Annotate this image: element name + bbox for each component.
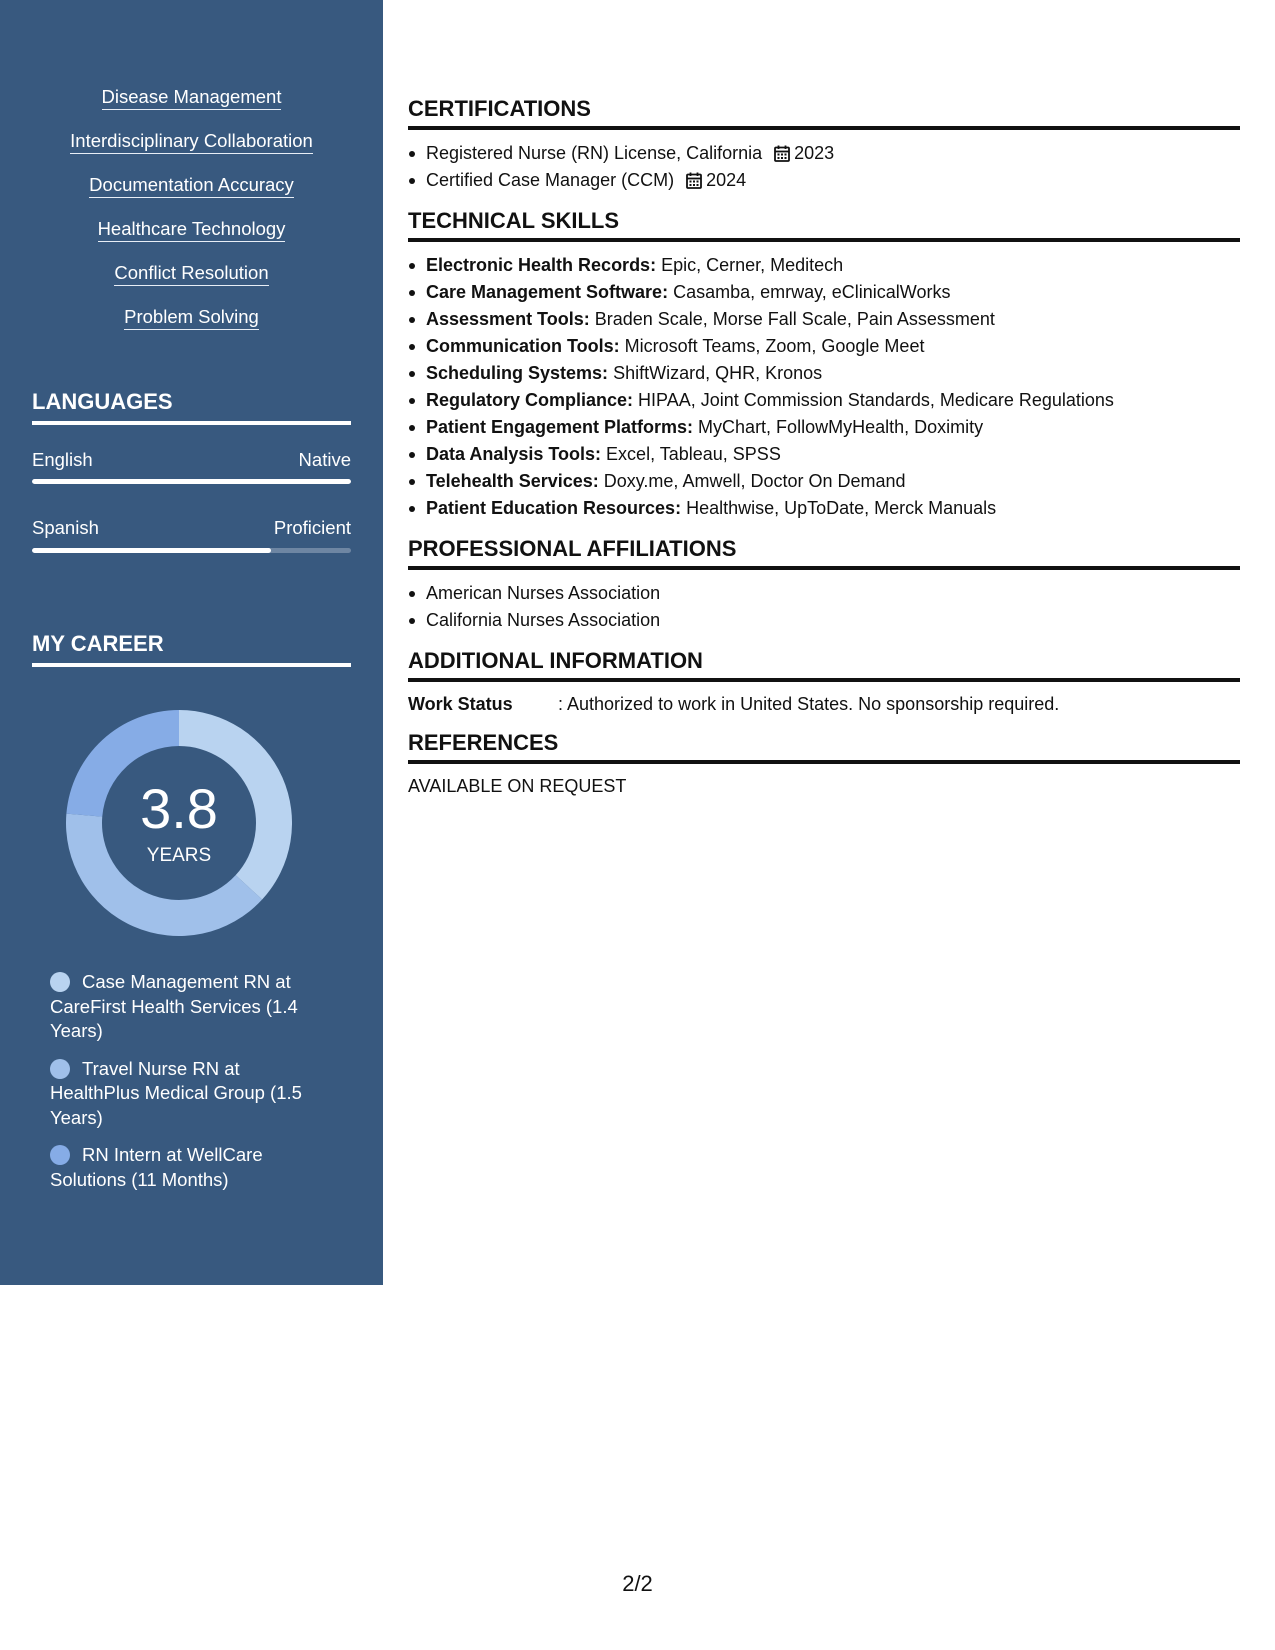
career-legend-text: Travel Nurse RN at HealthPlus Medical Group (1.5 Years): [50, 1057, 302, 1128]
tech-skill-label: Regulatory Compliance:: [426, 390, 634, 410]
tech-skill-item: [408, 306, 1240, 333]
tech-skill-label: Assessment Tools:: [426, 309, 590, 329]
career-legend: [50, 970, 318, 1205]
legend-dot: [50, 972, 70, 992]
affiliation-item: American Nurses Association: [408, 580, 1240, 607]
language-row-spanish: [32, 517, 351, 539]
tech-skill-item: [408, 441, 1240, 468]
tech-skill-label: Care Management Software:: [426, 282, 669, 302]
references-text: AVAILABLE ON REQUEST: [408, 776, 627, 796]
calendar-icon: [774, 145, 790, 162]
tech-skill-label: Patient Education Resources:: [426, 498, 682, 518]
career-legend-text: RN Intern at WellCare Solutions (11 Months): [50, 1144, 263, 1190]
language-level: Proficient: [273, 517, 351, 538]
language-bar-spanish: [32, 548, 351, 553]
tech-skill-value: Epic, Cerner, Meditech: [656, 255, 844, 275]
languages-heading: LANGUAGES: [32, 388, 351, 425]
work-status-row: [408, 692, 1240, 716]
references-section: [408, 729, 1240, 798]
certification-name: Certified Case Manager (CCM): [426, 170, 675, 190]
tech-skill-item: [408, 360, 1240, 387]
tech-skill-value: Braden Scale, Morse Fall Scale, Pain Assessment: [589, 309, 995, 329]
certification-item: [408, 167, 1240, 194]
tech-skill-item: [408, 279, 1240, 306]
language-level: Native: [298, 449, 351, 470]
tech-skill-label: Communication Tools:: [426, 336, 620, 356]
legend-dot: [50, 1145, 70, 1165]
tech-skill-item: [408, 252, 1240, 279]
language-name: Spanish: [32, 517, 99, 538]
certification-year: 2023: [794, 143, 835, 163]
language-row-english: [32, 449, 351, 471]
language-bar-fill: [32, 548, 271, 553]
tech-skill-value: ShiftWizard, QHR, Kronos: [608, 363, 823, 383]
skill-link[interactable]: Conflict Resolution: [114, 262, 268, 286]
skill-link[interactable]: Disease Management: [102, 86, 282, 110]
technical-skills-list: [408, 252, 1240, 522]
section-title: ADDITIONAL INFORMATION: [408, 647, 1240, 682]
career-legend-item: [50, 970, 318, 1044]
tech-skill-item: [408, 468, 1240, 495]
tech-skill-value: HIPAA, Joint Commission Standards, Medicare Regulations: [633, 390, 1114, 410]
language-bar-english: [32, 479, 351, 484]
certifications-section: [408, 95, 1240, 194]
language-bar-fill: [32, 479, 351, 484]
tech-skill-value: Excel, Tableau, SPSS: [601, 444, 781, 464]
affiliation-item: California Nurses Association: [408, 607, 1240, 634]
tech-skill-value: MyChart, FollowMyHealth, Doximity: [693, 417, 984, 437]
tech-skill-item: [408, 333, 1240, 360]
certification-item: [408, 140, 1240, 167]
skill-link[interactable]: Documentation Accuracy: [89, 174, 294, 198]
legend-dot: [50, 1059, 70, 1079]
career-heading: MY CAREER: [32, 630, 351, 667]
tech-skill-value: Casamba, emrway, eClinicalWorks: [668, 282, 951, 302]
tech-skill-value: Healthwise, UpToDate, Merck Manuals: [681, 498, 997, 518]
page-number: 2/2: [622, 1571, 653, 1596]
section-title: TECHNICAL SKILLS: [408, 207, 1240, 242]
affiliations-list: [408, 580, 1240, 634]
language-name: English: [32, 449, 93, 470]
skills-list: [0, 86, 383, 350]
tech-skill-value: Microsoft Teams, Zoom, Google Meet: [619, 336, 925, 356]
certification-year: 2024: [706, 170, 747, 190]
work-status-label: Work Status: [408, 694, 513, 714]
career-legend-text: Case Management RN at CareFirst Health Services (1.4 Years): [50, 971, 298, 1041]
technical-skills-section: [408, 207, 1240, 522]
affiliations-section: [408, 535, 1240, 634]
tech-skill-label: Electronic Health Records:: [426, 255, 657, 275]
career-total-unit: YEARS: [146, 845, 212, 866]
certifications-list: [408, 140, 1240, 194]
tech-skill-label: Telehealth Services:: [426, 471, 599, 491]
tech-skill-item: [408, 495, 1240, 522]
tech-skill-item: [408, 414, 1240, 441]
certification-name: Registered Nurse (RN) License, California: [426, 143, 763, 163]
tech-skill-item: [408, 387, 1240, 414]
tech-skill-label: Patient Engagement Platforms:: [426, 417, 694, 437]
section-title: CERTIFICATIONS: [408, 95, 1240, 130]
career-legend-item: [50, 1143, 318, 1192]
section-title: REFERENCES: [408, 729, 1240, 764]
tech-skill-value: Doxy.me, Amwell, Doctor On Demand: [598, 471, 906, 491]
calendar-icon: [686, 172, 702, 189]
additional-info-section: [408, 647, 1240, 716]
main-content: [408, 95, 1240, 811]
skill-link[interactable]: Problem Solving: [124, 306, 259, 330]
career-legend-item: [50, 1057, 318, 1131]
career-total-value: 3.8: [140, 777, 218, 840]
tech-skill-label: Scheduling Systems:: [426, 363, 609, 383]
tech-skill-label: Data Analysis Tools:: [426, 444, 602, 464]
skill-link[interactable]: Healthcare Technology: [98, 218, 286, 242]
sidebar: [0, 0, 383, 1285]
work-status-value: : Authorized to work in United States. No sponsorship required.: [558, 694, 1060, 714]
skill-link[interactable]: Interdisciplinary Collaboration: [70, 130, 313, 154]
section-title: PROFESSIONAL AFFILIATIONS: [408, 535, 1240, 570]
